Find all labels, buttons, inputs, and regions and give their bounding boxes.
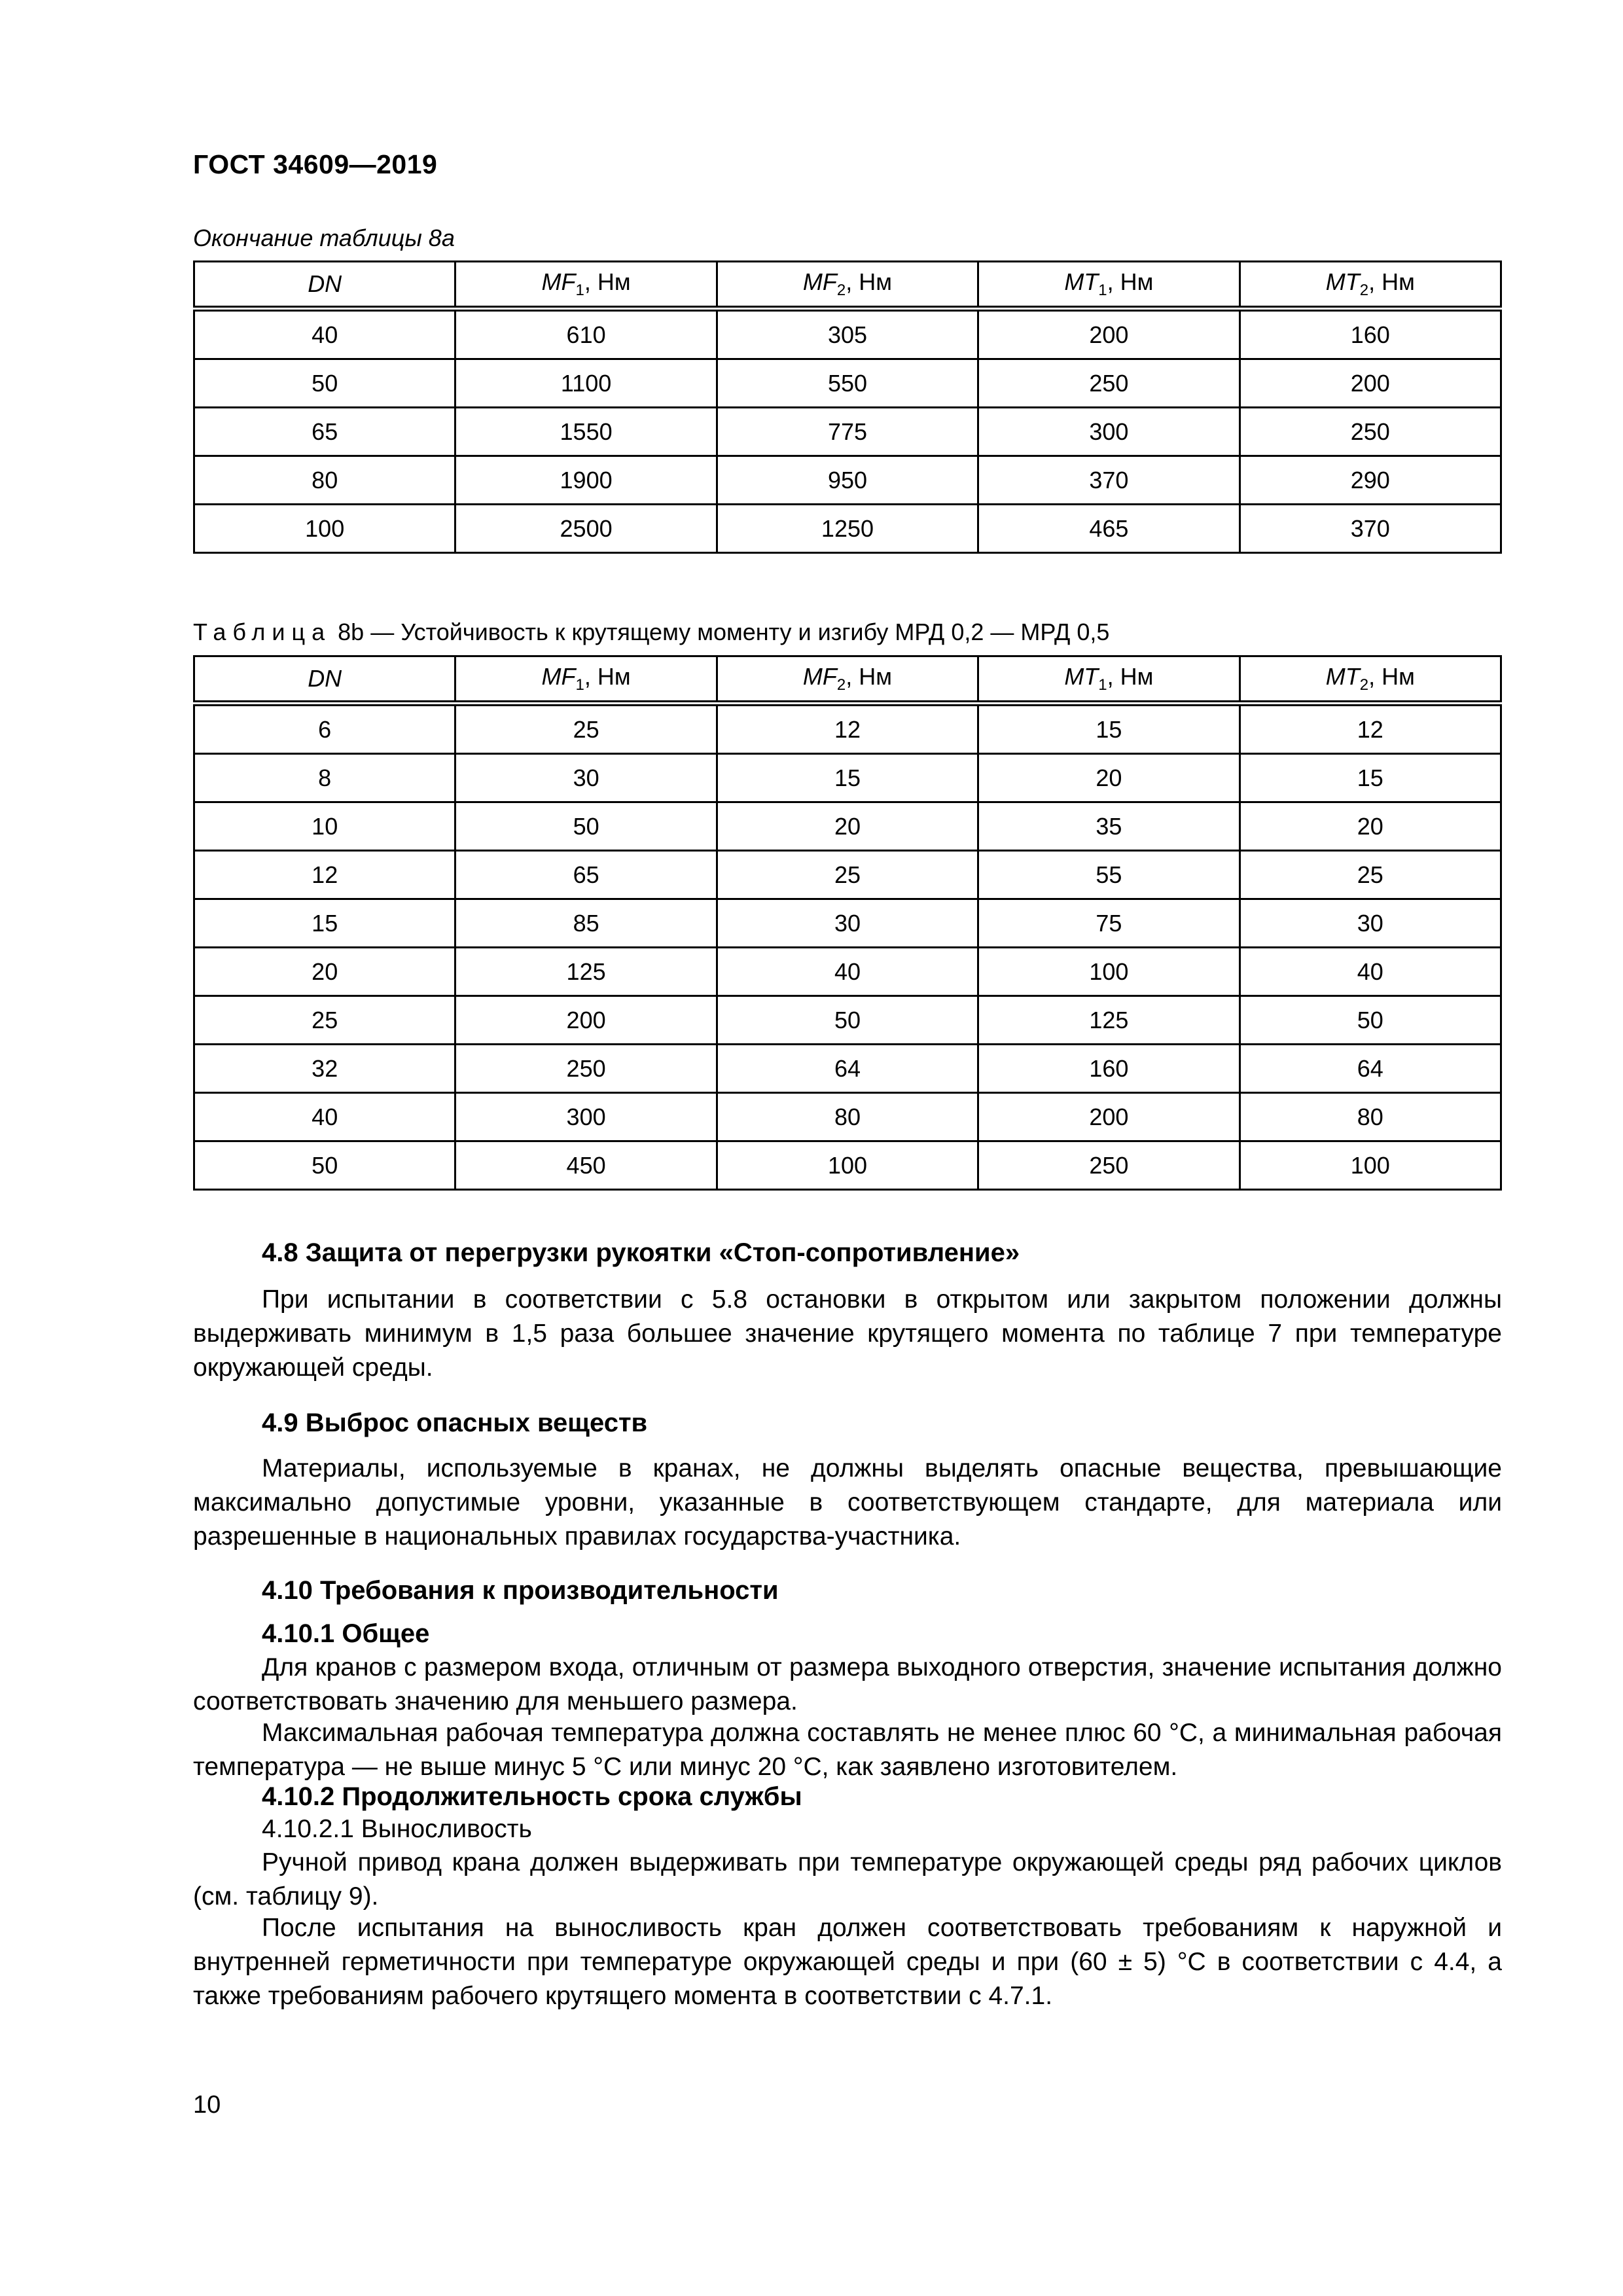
- table-cell: 300: [455, 1093, 717, 1141]
- table-cell: 200: [978, 309, 1240, 359]
- section-4-10-heading: 4.10 Требования к производительности: [262, 1576, 779, 1605]
- section-4-10-1-heading: 4.10.1 Общее: [262, 1619, 430, 1648]
- table-cell: 30: [1240, 899, 1501, 948]
- table-row: [194, 851, 1501, 899]
- table-header-row: [194, 656, 1501, 704]
- column-header: DN: [194, 262, 455, 309]
- table-cell: 25: [1240, 851, 1501, 899]
- table-cell: 1100: [455, 359, 717, 408]
- table-cell: 20: [978, 754, 1240, 802]
- table-cell: 35: [978, 802, 1240, 851]
- table-cell: 50: [194, 1141, 455, 1190]
- table-cell: 12: [717, 704, 978, 754]
- table-cell: 370: [978, 456, 1240, 505]
- table-row: [194, 309, 1501, 359]
- table-cell: 100: [194, 505, 455, 553]
- table-cell: 80: [717, 1093, 978, 1141]
- table-cell: 610: [455, 309, 717, 359]
- section-4-9-heading: 4.9 Выброс опасных веществ: [262, 1408, 648, 1437]
- table-cell: 15: [717, 754, 978, 802]
- table-cell: 64: [717, 1045, 978, 1093]
- column-header: $MT_1$, Нм: [978, 656, 1240, 704]
- column-header: $MF_2$, Нм: [717, 262, 978, 309]
- table-cell: 450: [455, 1141, 717, 1190]
- table-cell: 1900: [455, 456, 717, 505]
- table-row: [194, 996, 1501, 1045]
- table-cell: 40: [717, 948, 978, 996]
- table-cell: 65: [455, 851, 717, 899]
- table-cell: 40: [194, 309, 455, 359]
- section-4-10-1-text-1: Для кранов с размером входа, отличным от размера выходного отверстия, значение испытания должно соответствовать значению для меньшего размера.: [193, 1653, 1502, 1715]
- table-cell: 200: [455, 996, 717, 1045]
- table-cell: 75: [978, 899, 1240, 948]
- table-cell: 305: [717, 309, 978, 359]
- table-cell: 25: [717, 851, 978, 899]
- column-header: $MF_2$, Нм: [717, 656, 978, 704]
- section-4-10-2-heading: 4.10.2 Продолжительность срока службы: [262, 1782, 802, 1811]
- section-4-10-1-text-2: Максимальная рабочая температура должна составлять не менее плюс 60 °С, а минимальная рабочая температура — не выше минус 5 °С или минус 20 °С, как заявлено изготовителем.: [193, 1719, 1502, 1781]
- section-4-8-heading: 4.8 Защита от перегрузки рукоятки «Стоп-сопротивление»: [262, 1238, 1020, 1267]
- column-header: $MF_1$, Нм: [455, 656, 717, 704]
- table-cell: 64: [1240, 1045, 1501, 1093]
- section-4-10-2-text-2: После испытания на выносливость кран должен соответствовать требованиям к наружной и внутренней герметичности при температуре окружающей среды и при (60 ± 5) °С в соответствии с 4.4, а также требованиям рабочего крутящего момента в соответствии с 4.7.1.: [193, 1914, 1502, 2010]
- table-row: [194, 802, 1501, 851]
- table-cell: 125: [978, 996, 1240, 1045]
- table-8b-caption: Таблица 8b — Устойчивость к крутящему моменту и изгибу МРД 0,2 — МРД 0,5: [193, 619, 1110, 645]
- table-cell: 100: [1240, 1141, 1501, 1190]
- table-cell: 15: [978, 704, 1240, 754]
- table-cell: 2500: [455, 505, 717, 553]
- table-cell: 50: [1240, 996, 1501, 1045]
- table-cell: 1550: [455, 408, 717, 456]
- table-cell: 40: [1240, 948, 1501, 996]
- table-cell: 85: [455, 899, 717, 948]
- table-cell: 50: [717, 996, 978, 1045]
- table-cell: 300: [978, 408, 1240, 456]
- table-cell: 370: [1240, 505, 1501, 553]
- table-row: [194, 359, 1501, 408]
- table-cell: 20: [194, 948, 455, 996]
- column-header: DN: [194, 656, 455, 704]
- page-number: 10: [193, 2091, 221, 2119]
- table-row: [194, 505, 1501, 553]
- table-cell: 30: [455, 754, 717, 802]
- table-cell: 25: [455, 704, 717, 754]
- table-8a: [193, 260, 1502, 554]
- table-row: [194, 948, 1501, 996]
- column-header: $MT_1$, Нм: [978, 262, 1240, 309]
- table-cell: 775: [717, 408, 978, 456]
- table-header-row: [194, 262, 1501, 309]
- section-4-9-text: Материалы, используемые в кранах, не должны выделять опасные вещества, превышающие максимально допустимые уровни, указанные в соответствующем стандарте, для материала или разрешенные в национальных правилах государства-участника.: [193, 1454, 1502, 1551]
- table-cell: 1250: [717, 505, 978, 553]
- table-cell: 250: [978, 1141, 1240, 1190]
- table-cell: 100: [978, 948, 1240, 996]
- table-cell: 200: [978, 1093, 1240, 1141]
- table-cell: 125: [455, 948, 717, 996]
- table-cell: 250: [978, 359, 1240, 408]
- table-row: [194, 899, 1501, 948]
- table-cell: 15: [194, 899, 455, 948]
- table-8b: [193, 655, 1502, 1191]
- section-4-8-text: При испытании в соответствии с 5.8 остановки в открытом или закрытом положении должны выдерживать минимум в 1,5 раза большее значение крутящего момента по таблице 7 при температуре окружающей среды.: [193, 1285, 1502, 1382]
- table-row: [194, 1093, 1501, 1141]
- table-cell: 290: [1240, 456, 1501, 505]
- table-cell: 12: [1240, 704, 1501, 754]
- table-cell: 55: [978, 851, 1240, 899]
- section-4-10-2-text-1: Ручной привод крана должен выдерживать при температуре окружающей среды ряд рабочих циклов (см. таблицу 9).: [193, 1848, 1502, 1910]
- table-cell: 50: [455, 802, 717, 851]
- table-cell: 30: [717, 899, 978, 948]
- table-cell: 20: [1240, 802, 1501, 851]
- table-cell: 80: [194, 456, 455, 505]
- table-cell: 10: [194, 802, 455, 851]
- table-8b-body: [194, 704, 1501, 1190]
- table-cell: 12: [194, 851, 455, 899]
- table-cell: 160: [978, 1045, 1240, 1093]
- column-header: $MT_2$, Нм: [1240, 656, 1501, 704]
- table-cell: 465: [978, 505, 1240, 553]
- table-row: [194, 1045, 1501, 1093]
- table-row: [194, 408, 1501, 456]
- column-header: $MT_2$, Нм: [1240, 262, 1501, 309]
- table-row: [194, 754, 1501, 802]
- table-cell: 15: [1240, 754, 1501, 802]
- document-header: ГОСТ 34609—2019: [193, 149, 438, 179]
- table-cell: 250: [1240, 408, 1501, 456]
- table-cell: 20: [717, 802, 978, 851]
- table-cell: 32: [194, 1045, 455, 1093]
- table-row: [194, 1141, 1501, 1190]
- table-row: [194, 704, 1501, 754]
- table-cell: 25: [194, 996, 455, 1045]
- table-cell: 550: [717, 359, 978, 408]
- table-cell: 8: [194, 754, 455, 802]
- table-cell: 6: [194, 704, 455, 754]
- table-cell: 200: [1240, 359, 1501, 408]
- table-8a-body: [194, 309, 1501, 553]
- section-4-10-2-1-heading: 4.10.2.1 Выносливость: [262, 1815, 532, 1843]
- table-cell: 100: [717, 1141, 978, 1190]
- table-cell: 250: [455, 1045, 717, 1093]
- table-cell: 40: [194, 1093, 455, 1141]
- table-cell: 160: [1240, 309, 1501, 359]
- table-cell: 65: [194, 408, 455, 456]
- table-cell: 950: [717, 456, 978, 505]
- table-8a-caption: Окончание таблицы 8а: [193, 224, 455, 251]
- column-header: $MF_1$, Нм: [455, 262, 717, 309]
- table-cell: 80: [1240, 1093, 1501, 1141]
- table-row: [194, 456, 1501, 505]
- table-cell: 50: [194, 359, 455, 408]
